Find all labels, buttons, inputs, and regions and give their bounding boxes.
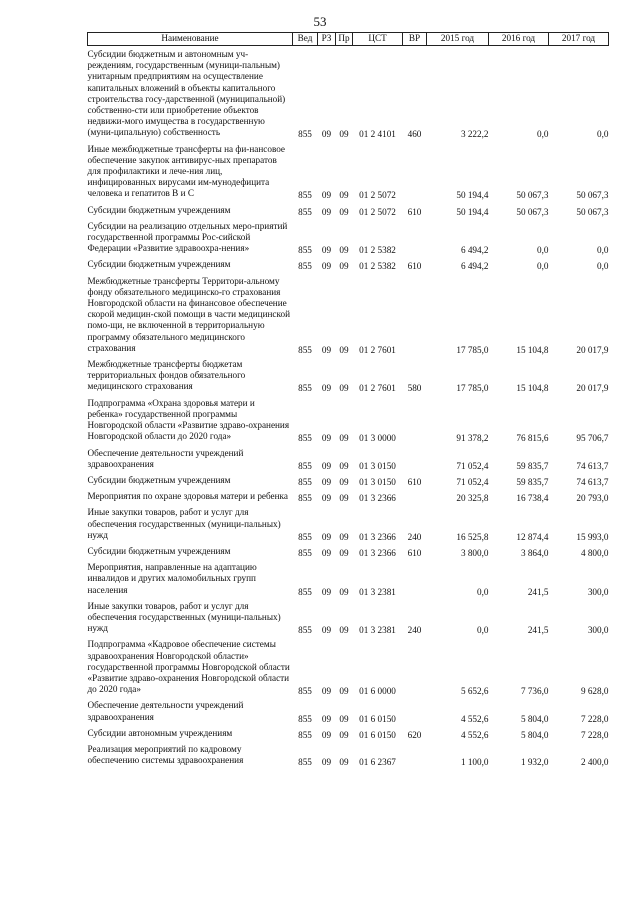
row-cst: 01 6 0000 <box>359 686 396 697</box>
row-amount-2016: 59 835,7 <box>516 476 549 487</box>
row-cst: 01 2 7601 <box>359 344 396 355</box>
row-amount-2017: 50 067,3 <box>576 190 609 201</box>
row-amount-2017: 20 017,9 <box>576 383 609 394</box>
table-row <box>88 395 609 445</box>
row-amount-2015: 17 785,0 <box>456 344 489 355</box>
row-amount-2016: 241,5 <box>527 586 549 597</box>
row-pr: 09 <box>339 586 349 597</box>
row-vr: 610 <box>407 206 422 217</box>
row-amount-2015: 3 800,0 <box>460 547 489 558</box>
row-rz: 09 <box>321 245 332 256</box>
row-pr: 09 <box>339 729 349 740</box>
row-amount-2016: 0,0 <box>537 261 549 272</box>
row-amount-2016: 50 067,3 <box>516 206 549 217</box>
row-cst: 01 2 4101 <box>359 129 396 140</box>
row-amount-2015: 6 494,2 <box>460 245 489 256</box>
row-pr: 09 <box>339 190 349 201</box>
row-ved: 855 <box>298 757 312 768</box>
row-name: Субсидии бюджетным учреждениям <box>87 545 231 556</box>
row-cst: 01 3 2381 <box>359 586 396 597</box>
row-amount-2016: 3 864,0 <box>520 547 549 558</box>
table-row <box>88 598 609 637</box>
row-vr: 610 <box>407 476 422 487</box>
row-ved: 855 <box>298 261 312 272</box>
row-amount-2015: 1 100,0 <box>460 757 489 768</box>
row-name: Подпрограмма «Кадровое обеспечение системы здравоохранения Новгородской области» государственной программы Новгородской области «Развитие здраво-охранения Новгородской области до 2020 года» <box>87 639 290 695</box>
row-pr: 09 <box>339 344 349 355</box>
row-name: Обеспечение деятельности учреждений здравоохранения <box>87 447 244 469</box>
row-amount-2016: 15 104,8 <box>516 383 549 394</box>
row-rz: 09 <box>321 344 332 355</box>
row-ved: 855 <box>298 190 312 201</box>
row-amount-2017: 7 228,0 <box>580 729 609 740</box>
row-amount-2015: 4 552,6 <box>460 729 489 740</box>
row-amount-2016: 5 804,0 <box>520 729 549 740</box>
row-rz: 09 <box>321 729 332 740</box>
row-ved: 855 <box>298 383 312 394</box>
row-pr: 09 <box>339 433 349 444</box>
row-name: Реализация мероприятий по кадровому обеспечению системы здравоохранения <box>87 743 244 766</box>
row-rz: 09 <box>321 625 332 636</box>
row-amount-2015: 50 194,4 <box>456 190 489 201</box>
row-pr: 09 <box>339 460 349 471</box>
row-name: Межбюджетные трансферты Территори-альному фонду обязательного медицинско-го страхования Новгородской области на финансовое обеспечение скорой медицин-ской помощи в части медицинской помо-щи, не включенной в территориальную программу обязательного медицинского страхования <box>87 275 290 353</box>
row-ved: 855 <box>298 476 312 487</box>
table-row <box>88 202 609 218</box>
row-cst: 01 6 0150 <box>359 713 396 724</box>
row-amount-2017: 15 993,0 <box>576 531 609 542</box>
row-amount-2016: 7 736,0 <box>520 686 549 697</box>
row-name: Субсидии бюджетным учреждениям <box>87 474 231 485</box>
row-amount-2016: 76 815,6 <box>516 433 549 444</box>
row-vr: 610 <box>407 261 422 272</box>
page-number: 53 <box>313 14 327 29</box>
row-vr: 620 <box>407 729 422 740</box>
row-ved: 855 <box>298 433 312 444</box>
table-row <box>88 256 609 272</box>
row-rz: 09 <box>321 129 332 140</box>
row-amount-2017: 4 800,0 <box>580 547 609 558</box>
row-name: Подпрограмма «Охрана здоровья матери и ребенка» государственной программы Новгородской области «Развитие здраво-охранения Новгородской области до 2020 года» <box>87 397 290 442</box>
row-pr: 09 <box>339 383 349 394</box>
row-amount-2017: 300,0 <box>587 625 609 636</box>
table-header-row <box>88 33 609 46</box>
row-ved: 855 <box>298 245 312 256</box>
row-amount-2017: 7 228,0 <box>580 713 609 724</box>
row-amount-2016: 15 104,8 <box>516 344 549 355</box>
row-name: Субсидии автономным учреждениям <box>87 727 233 738</box>
col-header-2015: 2015 год <box>427 33 489 46</box>
row-ved: 855 <box>298 729 312 740</box>
row-rz: 09 <box>321 547 332 558</box>
row-pr: 09 <box>339 476 349 487</box>
row-pr: 09 <box>339 686 349 697</box>
row-vr: 240 <box>407 625 422 636</box>
table-row <box>88 741 609 768</box>
row-ved: 855 <box>298 586 312 597</box>
table-row <box>88 636 609 697</box>
table-row <box>88 218 609 257</box>
col-header-ved: Вед <box>293 33 318 46</box>
row-ved: 855 <box>298 493 312 504</box>
row-amount-2015: 3 222,2 <box>460 129 489 140</box>
row-name: Иные межбюджетные трансферты на фи-нансовое обеспечение закупок антивирус-ных препаратов для профилактики и лече-ния лиц, инфицированных вирусами им-мунодефицита человека и гепатитов В и С <box>87 143 286 199</box>
row-vr <box>403 273 427 356</box>
row-name: Иные закупки товаров, работ и услуг для обеспечения государственных (муници-пальных) нужд <box>87 600 281 634</box>
row-name: Иные закупки товаров, работ и услуг для обеспечения государственных (муници-пальных) нужд <box>87 507 281 540</box>
row-amount-2017: 20 793,0 <box>576 493 609 504</box>
row-vr <box>403 636 427 697</box>
row-amount-2016: 16 738,4 <box>516 493 549 504</box>
row-pr: 09 <box>339 713 349 724</box>
row-pr: 09 <box>339 547 349 558</box>
row-cst: 01 3 0000 <box>359 433 396 444</box>
row-amount-2016: 0,0 <box>537 245 549 256</box>
table-row <box>88 445 609 472</box>
table-row <box>88 725 609 741</box>
row-pr: 09 <box>339 129 349 140</box>
row-amount-2017: 95 706,7 <box>576 433 609 444</box>
row-cst: 01 3 0150 <box>359 460 396 471</box>
row-amount-2015: 0,0 <box>477 586 489 597</box>
row-amount-2016: 1 932,0 <box>520 757 549 768</box>
row-vr <box>403 141 427 202</box>
row-ved: 855 <box>298 625 312 636</box>
row-amount-2015: 71 052,4 <box>456 476 489 487</box>
col-header-2017: 2017 год <box>549 33 609 46</box>
row-pr: 09 <box>339 625 349 636</box>
row-amount-2016: 12 874,4 <box>516 531 549 542</box>
row-vr: 460 <box>407 129 422 140</box>
row-amount-2017: 74 613,7 <box>576 476 609 487</box>
row-pr: 09 <box>339 245 349 256</box>
row-pr: 09 <box>339 531 349 542</box>
table-row <box>88 559 609 598</box>
row-rz: 09 <box>321 476 332 487</box>
table-row <box>88 273 609 356</box>
row-rz: 09 <box>321 383 332 394</box>
row-rz: 09 <box>321 713 332 724</box>
row-ved: 855 <box>298 547 312 558</box>
row-rz: 09 <box>321 206 332 217</box>
row-amount-2017: 74 613,7 <box>576 460 609 471</box>
row-amount-2017: 50 067,3 <box>576 206 609 217</box>
row-amount-2017: 9 628,0 <box>580 686 609 697</box>
row-cst: 01 3 0150 <box>359 476 396 487</box>
row-rz: 09 <box>321 433 332 444</box>
row-pr: 09 <box>339 493 349 504</box>
row-ved: 855 <box>298 344 312 355</box>
row-rz: 09 <box>321 460 332 471</box>
col-header-vr: ВР <box>403 33 427 46</box>
row-vr <box>403 741 427 768</box>
row-amount-2015: 6 494,2 <box>460 261 489 272</box>
col-header-rz: РЗ <box>318 33 336 46</box>
row-cst: 01 3 2366 <box>359 493 396 504</box>
row-cst: 01 2 7601 <box>359 383 396 394</box>
row-name: Мероприятия по охране здоровья матери и ребенка <box>87 491 288 502</box>
row-amount-2015: 5 652,6 <box>460 686 489 697</box>
row-vr <box>403 445 427 472</box>
row-name: Обеспечение деятельности учреждений здравоохранения <box>87 700 244 722</box>
row-cst: 01 2 5382 <box>359 261 396 272</box>
row-rz: 09 <box>321 586 332 597</box>
table-row <box>88 504 609 543</box>
row-amount-2015: 17 785,0 <box>456 383 489 394</box>
row-rz: 09 <box>321 493 332 504</box>
row-amount-2016: 241,5 <box>527 625 549 636</box>
row-rz: 09 <box>321 686 332 697</box>
row-amount-2016: 50 067,3 <box>516 190 549 201</box>
row-amount-2017: 20 017,9 <box>576 344 609 355</box>
row-cst: 01 2 5072 <box>359 206 396 217</box>
row-amount-2015: 50 194,4 <box>456 206 489 217</box>
row-amount-2017: 300,0 <box>587 586 609 597</box>
row-amount-2015: 4 552,6 <box>460 713 489 724</box>
row-cst: 01 6 0150 <box>359 729 396 740</box>
row-name: Субсидии бюджетным и автономным уч-реждениям, государственным (муници-пальным) унитарным предприятиям на осуществление капитальных вложений в объекты капитального строительства госу-дарственной (муниципальной) собственно-сти или приобретение объектов недвижи-мого имущества в государственную (муни-ципальную) собственность <box>87 49 286 138</box>
row-amount-2016: 59 835,7 <box>516 460 549 471</box>
col-header-name: Наименование <box>88 33 293 46</box>
row-amount-2017: 0,0 <box>597 129 609 140</box>
row-name: Субсидии бюджетным учреждениям <box>87 259 231 270</box>
row-vr <box>403 559 427 598</box>
row-vr: 240 <box>407 531 422 542</box>
col-header-2016: 2016 год <box>489 33 549 46</box>
row-amount-2017: 2 400,0 <box>580 757 609 768</box>
row-rz: 09 <box>321 190 332 201</box>
row-vr: 610 <box>407 547 422 558</box>
row-vr <box>403 218 427 257</box>
row-cst: 01 3 2366 <box>359 531 396 542</box>
col-header-pr: Пр <box>336 33 353 46</box>
row-pr: 09 <box>339 757 349 768</box>
row-amount-2015: 0,0 <box>477 625 489 636</box>
row-ved: 855 <box>298 460 312 471</box>
row-name: Мероприятия, направленные на адаптацию инвалидов и других маломобильных групп населения <box>87 562 257 595</box>
row-cst: 01 3 2366 <box>359 547 396 558</box>
col-header-cst: ЦСТ <box>353 33 403 46</box>
row-vr: 580 <box>407 383 422 394</box>
row-ved: 855 <box>298 129 312 140</box>
row-amount-2015: 16 525,8 <box>456 531 489 542</box>
row-cst: 01 2 5072 <box>359 190 396 201</box>
row-vr <box>403 395 427 445</box>
table-row <box>88 356 609 395</box>
budget-table <box>87 32 609 768</box>
row-cst: 01 6 2367 <box>359 757 396 768</box>
table-row <box>88 472 609 488</box>
row-amount-2016: 5 804,0 <box>520 713 549 724</box>
row-name: Субсидии на реализацию отдельных меро-приятий государственной программы Рос-сийской Федерации «Развитие здравоохра-нения» <box>87 220 288 254</box>
row-cst: 01 3 2381 <box>359 625 396 636</box>
row-rz: 09 <box>321 757 332 768</box>
table-row <box>88 141 609 202</box>
row-amount-2017: 0,0 <box>597 261 609 272</box>
row-amount-2017: 0,0 <box>597 245 609 256</box>
row-ved: 855 <box>298 713 312 724</box>
row-ved: 855 <box>298 531 312 542</box>
row-amount-2015: 91 378,2 <box>456 433 489 444</box>
row-cst: 01 2 5382 <box>359 245 396 256</box>
row-rz: 09 <box>321 261 332 272</box>
row-name: Субсидии бюджетным учреждениям <box>87 204 231 215</box>
row-pr: 09 <box>339 206 349 217</box>
table-row <box>88 488 609 504</box>
row-amount-2015: 20 325,8 <box>456 493 489 504</box>
row-ved: 855 <box>298 206 312 217</box>
row-vr <box>403 488 427 504</box>
row-name: Межбюджетные трансферты бюджетам территориальных фондов обязательного медицинского страхования <box>87 359 246 392</box>
row-amount-2015: 71 052,4 <box>456 460 489 471</box>
table-row <box>88 697 609 724</box>
row-ved: 855 <box>298 686 312 697</box>
table-body <box>88 46 609 769</box>
row-rz: 09 <box>321 531 332 542</box>
row-amount-2016: 0,0 <box>537 129 549 140</box>
row-pr: 09 <box>339 261 349 272</box>
table-row <box>88 543 609 559</box>
table-row <box>88 46 609 141</box>
row-vr <box>403 697 427 724</box>
